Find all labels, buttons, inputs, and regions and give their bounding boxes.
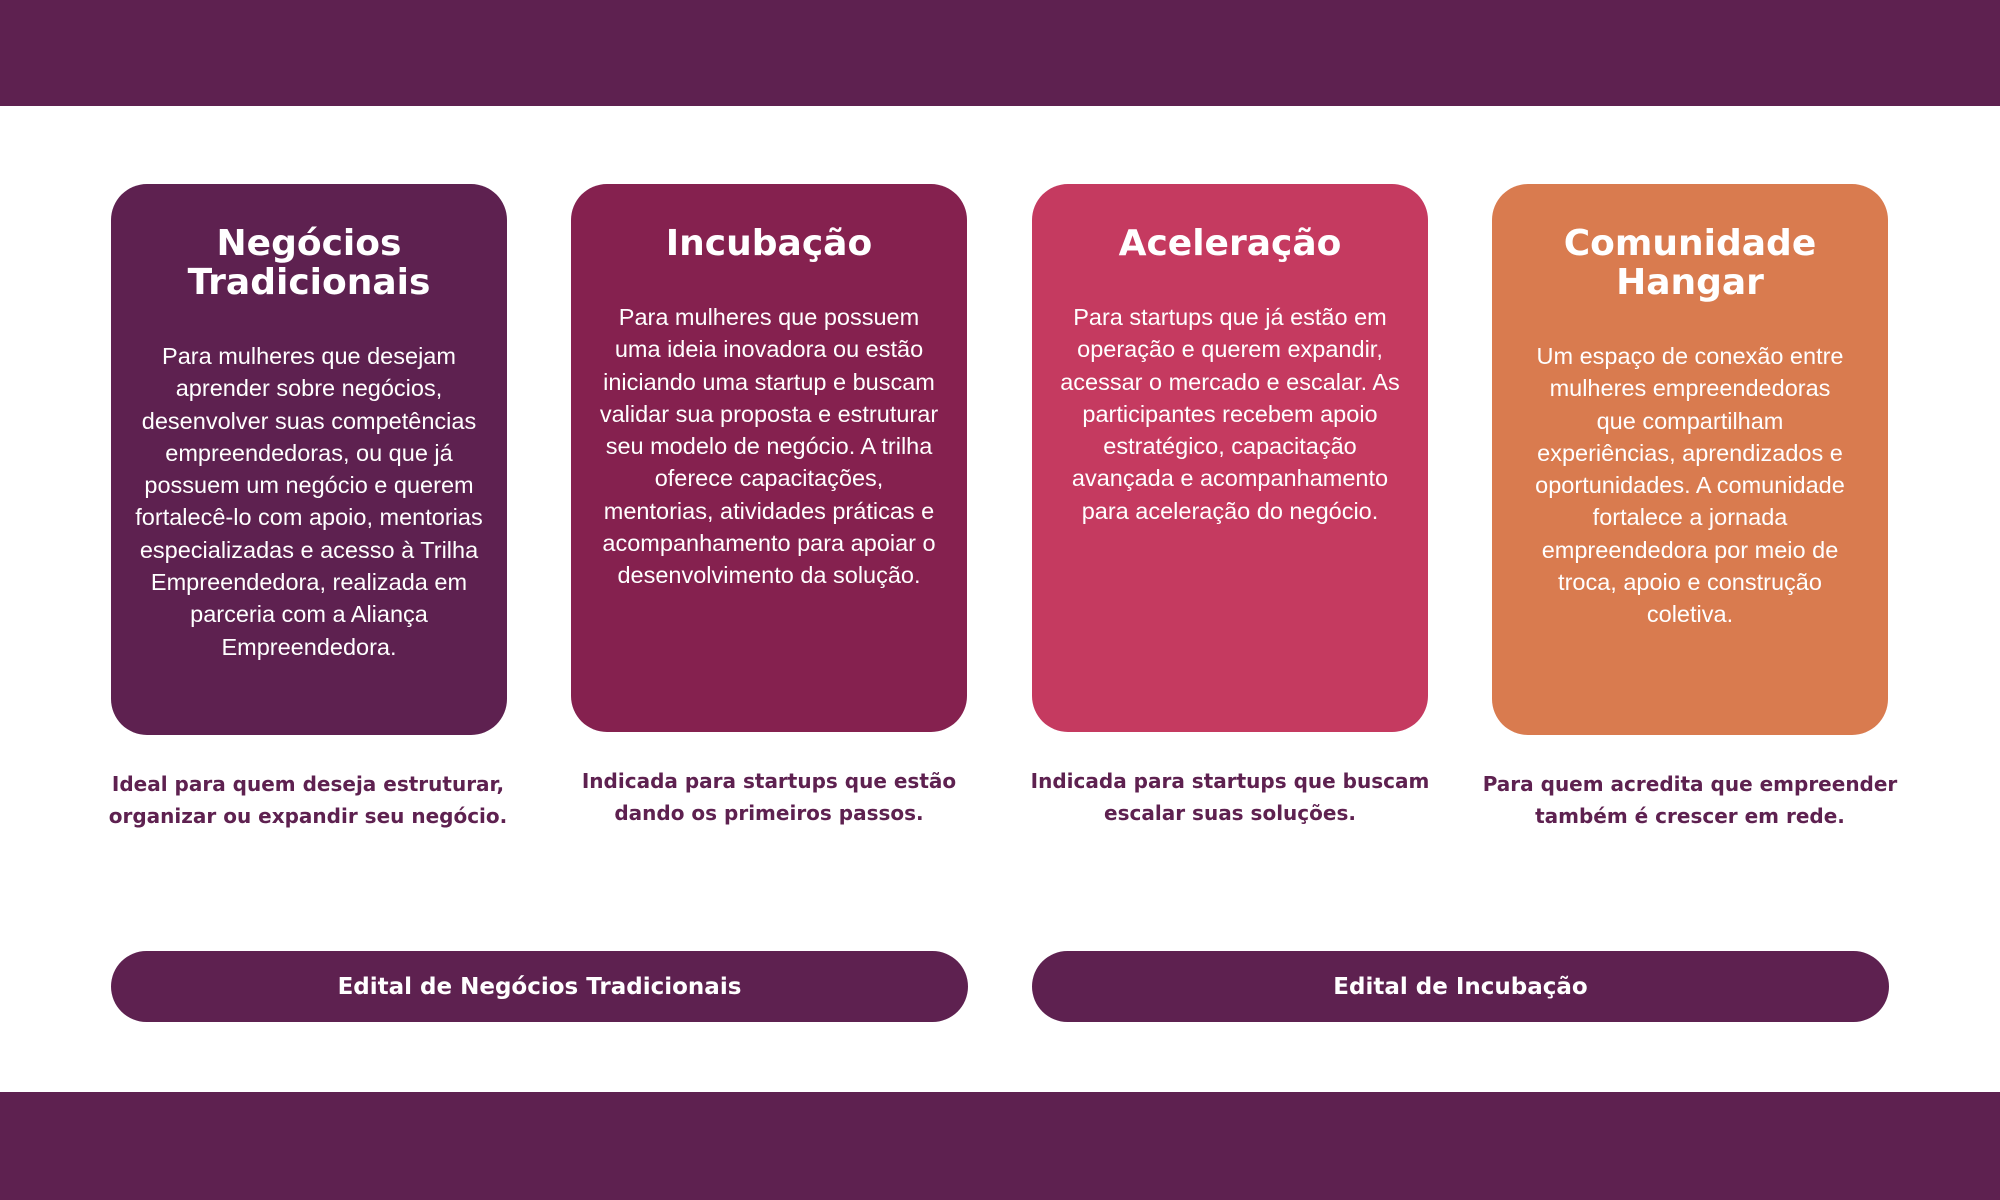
edital-incubacao-button[interactable]: Edital de Incubação [1032, 951, 1889, 1022]
card-caption-negocios: Ideal para quem deseja estruturar, organizar ou expandir seu negócio. [108, 772, 508, 828]
card-description: Para startups que já estão em operação e querem expandir, acessar o mercado e escalar. As participantes recebem apoio estratégico, capacitação avançada e acompanhamento para aceleração do negócio. [1060, 304, 1400, 524]
card-negocios-tradicionais [111, 184, 507, 735]
card-title: Negócios Tradicionais [187, 223, 431, 303]
card-title: Comunidade Hangar [1563, 223, 1817, 303]
card-caption-comunidade: Para quem acredita que empreender também é crescer em rede. [1482, 772, 1898, 828]
card-title: Aceleração [1118, 223, 1342, 264]
header-band [0, 0, 2000, 106]
edital-negocios-tradicionais-button[interactable]: Edital de Negócios Tradicionais [111, 951, 968, 1022]
card-incubacao [571, 184, 967, 732]
card-description: Um espaço de conexão entre mulheres empreendedoras que compartilham experiências, aprendizados e oportunidades. A comunidade fortalece a jornada empreendedora por meio de troca, apoio e construção coletiva. [1535, 343, 1845, 628]
card-caption-aceleracao: Indicada para startups que buscam escalar suas soluções. [1030, 769, 1430, 825]
card-description: Para mulheres que desejam aprender sobre negócios, desenvolver suas competências empreendedoras, ou que já possuem um negócio e querem fortalecê-lo com apoio, mentorias especializadas e acesso à Trilha Empreendedora, realizada em parceria com a Aliança Empreendedora. [135, 343, 483, 660]
card-caption-incubacao: Indicada para startups que estão dando os primeiros passos. [581, 769, 957, 825]
card-comunidade-hangar [1492, 184, 1888, 735]
footer-band [0, 1092, 2000, 1200]
card-description: Para mulheres que possuem uma ideia inovadora ou estão iniciando uma startup e buscam validar sua proposta e estruturar seu modelo de negócio. A trilha oferece capacitações, mentorias, atividades práticas e acompanhamento para apoiar o desenvolvimento da solução. [599, 304, 939, 589]
card-aceleracao [1032, 184, 1428, 732]
card-title: Incubação [665, 223, 873, 264]
